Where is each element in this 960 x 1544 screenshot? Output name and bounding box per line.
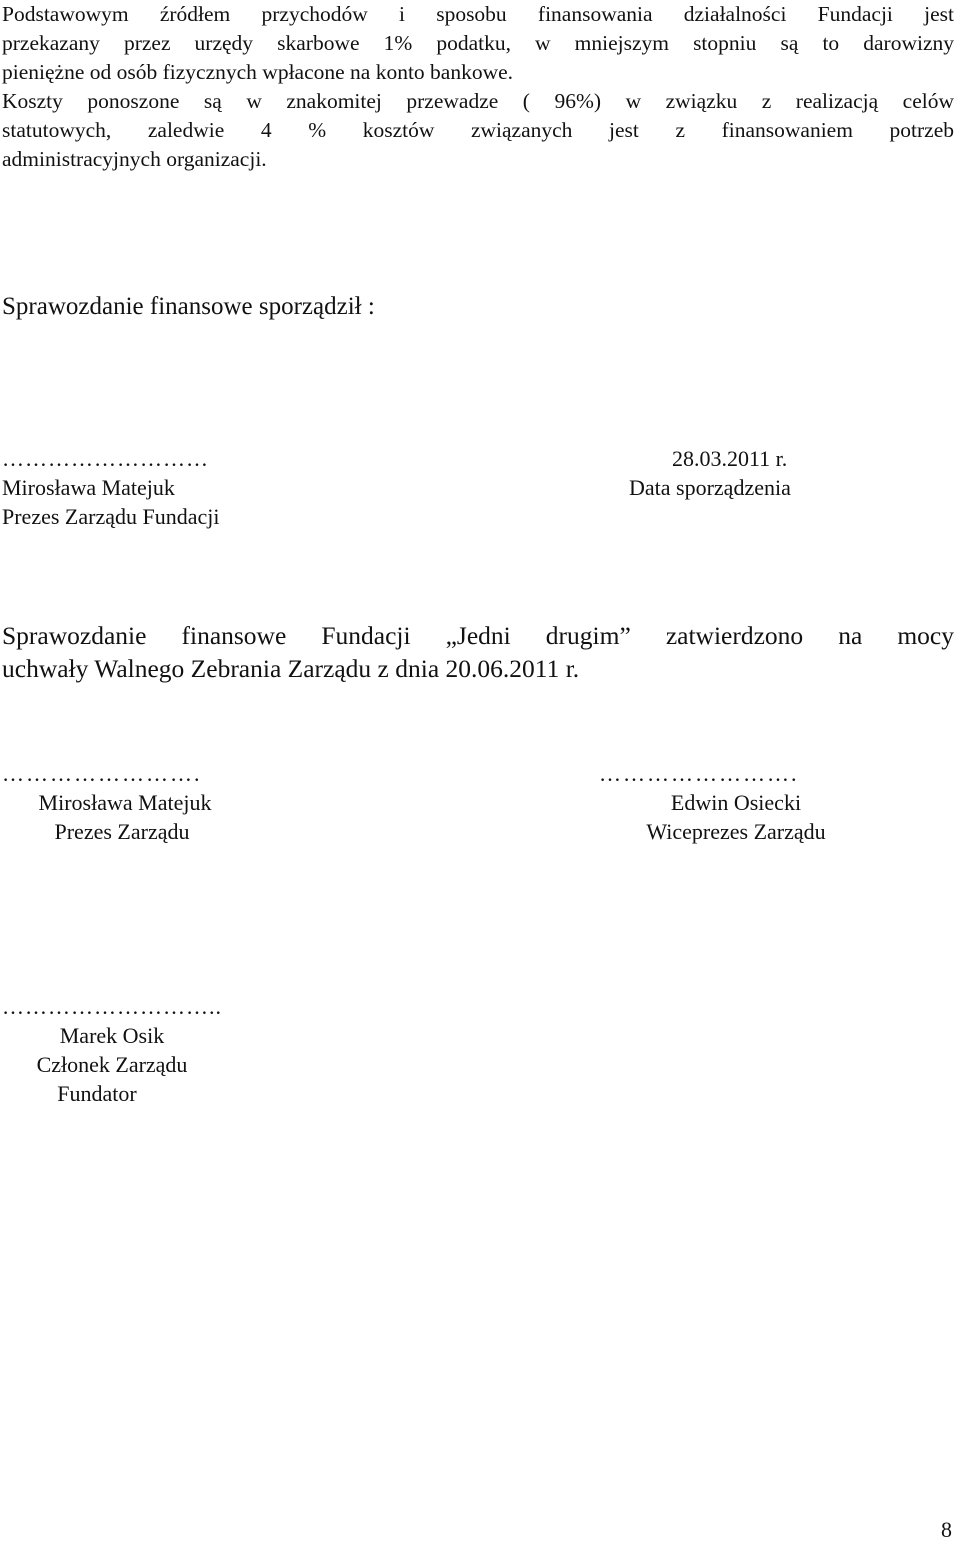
- preparation-date: 28.03.2011 r.: [672, 446, 788, 471]
- text-line: statutowych, zaledwie 4 % kosztów związanych jest z finansowaniem potrzeb: [2, 118, 954, 142]
- text-line: administracyjnych organizacji.: [2, 147, 267, 171]
- signatory-name: Mirosława Matejuk: [38, 790, 212, 815]
- text-line: Podstawowym źródłem przychodów i sposobu finansowania działalności Fundacji jest: [2, 2, 954, 26]
- preparation-date-label: Data sporządzenia: [629, 475, 791, 500]
- signature-line: …………………….: [2, 761, 202, 786]
- signature-line: …………………….: [599, 761, 799, 786]
- costs-paragraph: [2, 87, 954, 174]
- text-line: Sprawozdanie finansowe Fundacji „Jedni drugim” zatwierdzono na mocy: [2, 621, 954, 650]
- funding-paragraph: [2, 0, 954, 87]
- preparer-name: Mirosława Matejuk: [2, 475, 175, 500]
- signature-line: ………………………: [2, 446, 209, 471]
- signatory-name: Marek Osik: [59, 1023, 165, 1048]
- preparer-role: Prezes Zarządu Fundacji: [2, 504, 220, 529]
- prepared-by-heading: Sprawozdanie finansowe sporządził :: [2, 293, 375, 320]
- text-line: Koszty ponoszone są w znakomitej przewadze ( 96%) w związku z realizacją celów: [2, 89, 954, 113]
- text-line: przekazany przez urzędy skarbowe 1% podatku, w mniejszym stopniu są to darowizny: [2, 31, 954, 55]
- text-line: pieniężne od osób fizycznych wpłacone na konto bankowe.: [2, 60, 514, 84]
- resolution-paragraph: [2, 619, 954, 685]
- signatory-role: Wiceprezes Zarządu: [646, 819, 826, 844]
- signatory-role-secondary: Fundator: [57, 1081, 137, 1106]
- signature-line: ………………………..: [2, 994, 222, 1019]
- signatory-role: Prezes Zarządu: [54, 819, 190, 844]
- signatory-name: Edwin Osiecki: [670, 790, 802, 815]
- page-number: 8: [941, 1517, 952, 1542]
- signatory-role: Członek Zarządu: [36, 1052, 188, 1077]
- text-line: uchwały Walnego Zebrania Zarządu z dnia 20.06.2011 r.: [2, 654, 580, 683]
